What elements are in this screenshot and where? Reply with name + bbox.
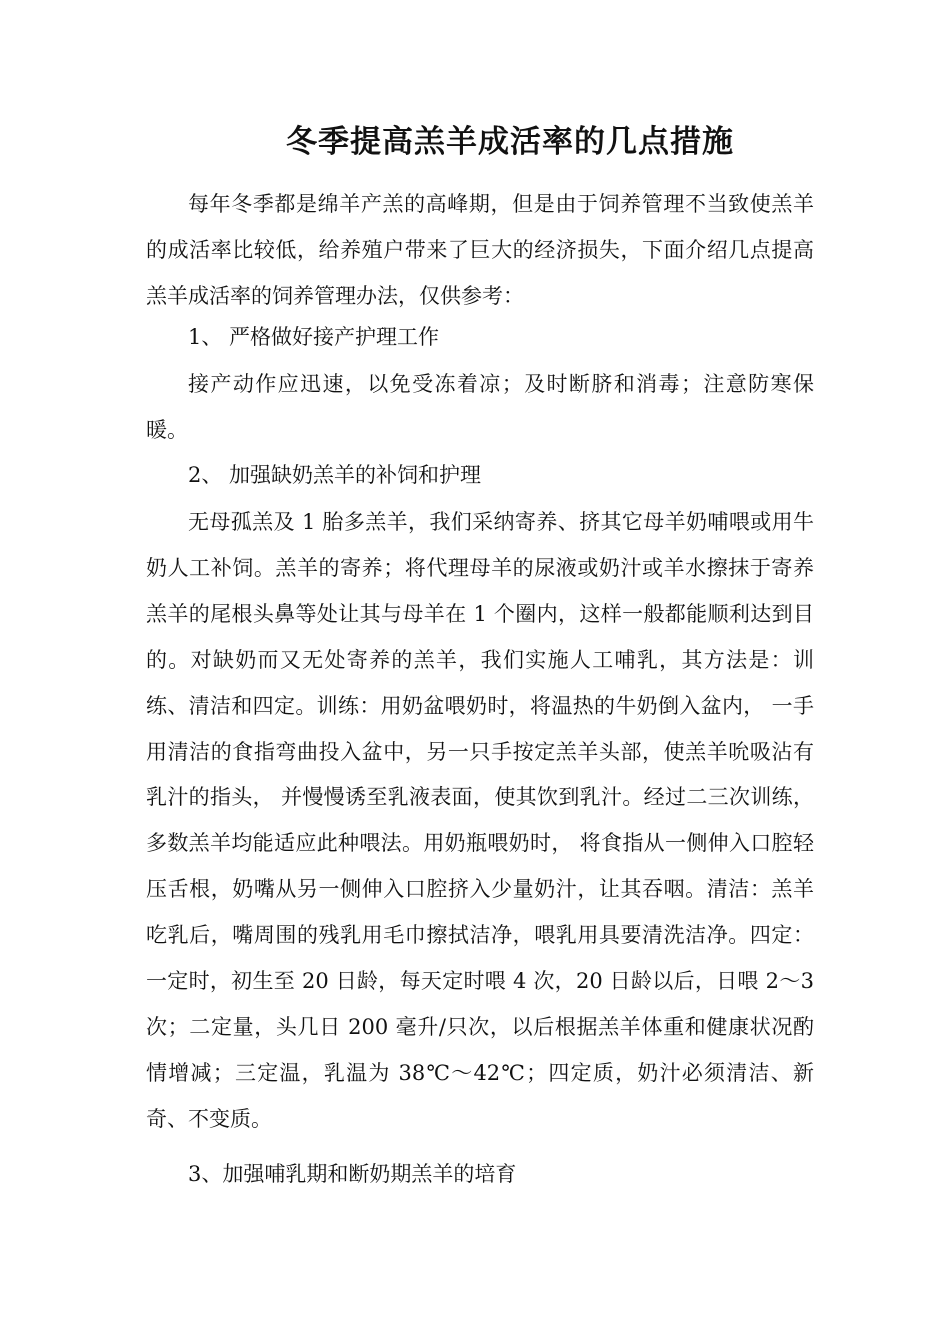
intro-paragraph: 每年冬季都是绵羊产羔的高峰期，但是由于饲养管理不当致使羔羊的成活率比较低，给养殖户带来了巨大的经济损失，下面介绍几点提高羔羊成活率的饲养管理办法，仅供参考： <box>146 192 814 308</box>
section-3-heading: 3、加强哺乳期和断奶期羔羊的培育 <box>188 1162 517 1186</box>
document-title: 冬季提高羔羊成活率的几点措施 <box>286 124 734 160</box>
section-1-heading: 1、 严格做好接产护理工作 <box>188 325 440 349</box>
section-1-body: 接产动作应迅速，以免受冻着凉；及时断脐和消毒；注意防寒保暖。 <box>146 372 814 442</box>
section-2-heading: 2、 加强缺奶羔羊的补饲和护理 <box>188 463 482 487</box>
section-2-body: 无母孤羔及 1 胎多羔羊，我们采纳寄养、挤其它母羊奶哺喂或用牛奶人工补饲。羔羊的寄养；将代理母羊的尿液或奶汁或羊水擦抹于寄养羔羊的尾根头鼻等处让其与母羊在 1 个圈内，这样一般都能顺利达到目的。对缺奶而又无处寄养的羔羊，我们实施人工哺乳，其方法是：训练、清洁和四定。训练：用奶盆喂奶时，将温热的牛奶倒入盆内， 一手用清洁的食指弯曲投入盆中，另一只手按定羔羊头部，使羔羊吮吸沾有乳汁的指头， 并慢慢诱至乳液表面，使其饮到乳汁。经过二三次训练，多数羔羊均能适应此种喂法。用奶瓶喂奶时， 将食指从一侧伸入口腔轻压舌根，奶嘴从另一侧伸入口腔挤入少量奶汁，让其吞咽。清洁：羔羊吃乳后，嘴周围的残乳用毛巾擦拭洁净，喂乳用具要清洗洁净。四定：一定时，初生至 20 日龄，每天定时喂 4 次，20 日龄以后，日喂 2～3 次；二定量，头几日 200 毫升/只次，以后根据羔羊体重和健康状况酌情增减；三定温，乳温为 38℃～42℃；四定质，奶汁必须清洁、新奇、不变质。 <box>146 510 814 1131</box>
